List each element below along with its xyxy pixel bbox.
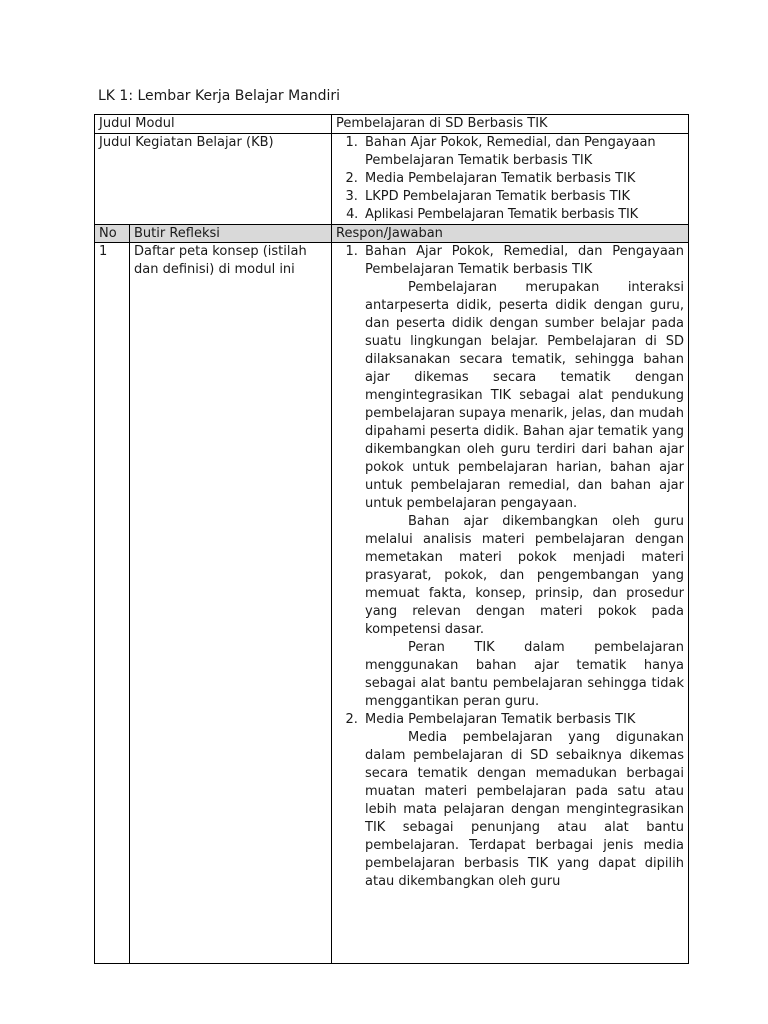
kb-row (95, 134, 689, 225)
response-list (336, 243, 684, 891)
response-paragraph: Pembelajaran merupakan interaksi antarpeserta didik, peserta didik dengan guru, dan peserta didik dengan sumber belajar pada suatu lingkungan belajar. Pembelajaran di SD dilaksanakan secara tematik, sehingga bahan ajar dikemas secara tematik dengan mengintegrasikan TIK sebagai alat pendukung pembelajaran supaya menarik, jelas, dan mudah dipahami peserta didik. Bahan ajar tematik yang dikembangkan oleh guru terdiri dari bahan ajar pokok untuk pembelajaran harian, bahan ajar untuk pembelajaran remedial, dan bahan ajar untuk pembelajaran pengayaan. (365, 280, 684, 511)
response-item (362, 243, 684, 711)
header-butir: Butir Refleksi (130, 225, 332, 243)
modul-row (95, 115, 689, 134)
table-row (95, 243, 689, 964)
modul-value: Pembelajaran di SD Berbasis TIK (332, 115, 689, 134)
kb-label: Judul Kegiatan Belajar (KB) (95, 134, 332, 225)
page-title: LK 1: Lembar Kerja Belajar Mandiri (98, 88, 341, 104)
response-paragraph: Peran TIK dalam pembelajaran menggunakan bahan ajar tematik hanya sebagai alat bantu pembelajaran sehingga tidak menggantikan peran guru. (365, 640, 684, 709)
row-number: 1 (95, 243, 130, 964)
response-item (362, 711, 684, 891)
kb-list-cell (332, 134, 689, 225)
row-butir: Daftar peta konsep (istilah dan definisi) di modul ini (130, 243, 332, 964)
header-respon: Respon/Jawaban (332, 225, 689, 243)
response-paragraph: Media pembelajaran yang digunakan dalam pembelajaran di SD sebaiknya dikemas secara tematik dengan memadukan berbagai muatan materi pembelajaran pada satu atau lebih mata pelajaran dengan mengintegrasikan TIK sebagai penunjang atau alat bantu pembelajaran. Terdapat berbagai jenis media pembelajaran berbasis TIK yang dapat dipilih atau dikembangkan oleh guru (365, 730, 684, 889)
header-no: No (95, 225, 130, 243)
header-row (95, 225, 689, 243)
kb-item: 2. Media Pembelajaran Tematik berbasis TIK (362, 170, 684, 188)
kb-item: 3. LKPD Pembelajaran Tematik berbasis TIK (362, 188, 684, 206)
response-paragraph: Bahan ajar dikembangkan oleh guru melalui analisis materi pembelajaran dengan memetakan materi pokok menjadi materi prasyarat, pokok, dan pengembangan yang memuat fakta, konsep, prinsip, dan prosedur yang relevan dengan materi pokok pada kompetensi dasar. (365, 514, 684, 637)
kb-item: 4. Aplikasi Pembelajaran Tematik berbasis TIK (362, 206, 684, 224)
kb-list (336, 134, 684, 224)
response-heading: 2. Media Pembelajaran Tematik berbasis TIK (365, 712, 636, 727)
worksheet-table (94, 114, 689, 964)
modul-label: Judul Modul (95, 115, 332, 134)
row-response (332, 243, 689, 964)
kb-item: 1. Bahan Ajar Pokok, Remedial, dan Pengayaan Pembelajaran Tematik berbasis TIK (362, 134, 684, 170)
response-heading: 1. Bahan Ajar Pokok, Remedial, dan Pengayaan Pembelajaran Tematik berbasis TIK (365, 244, 684, 277)
